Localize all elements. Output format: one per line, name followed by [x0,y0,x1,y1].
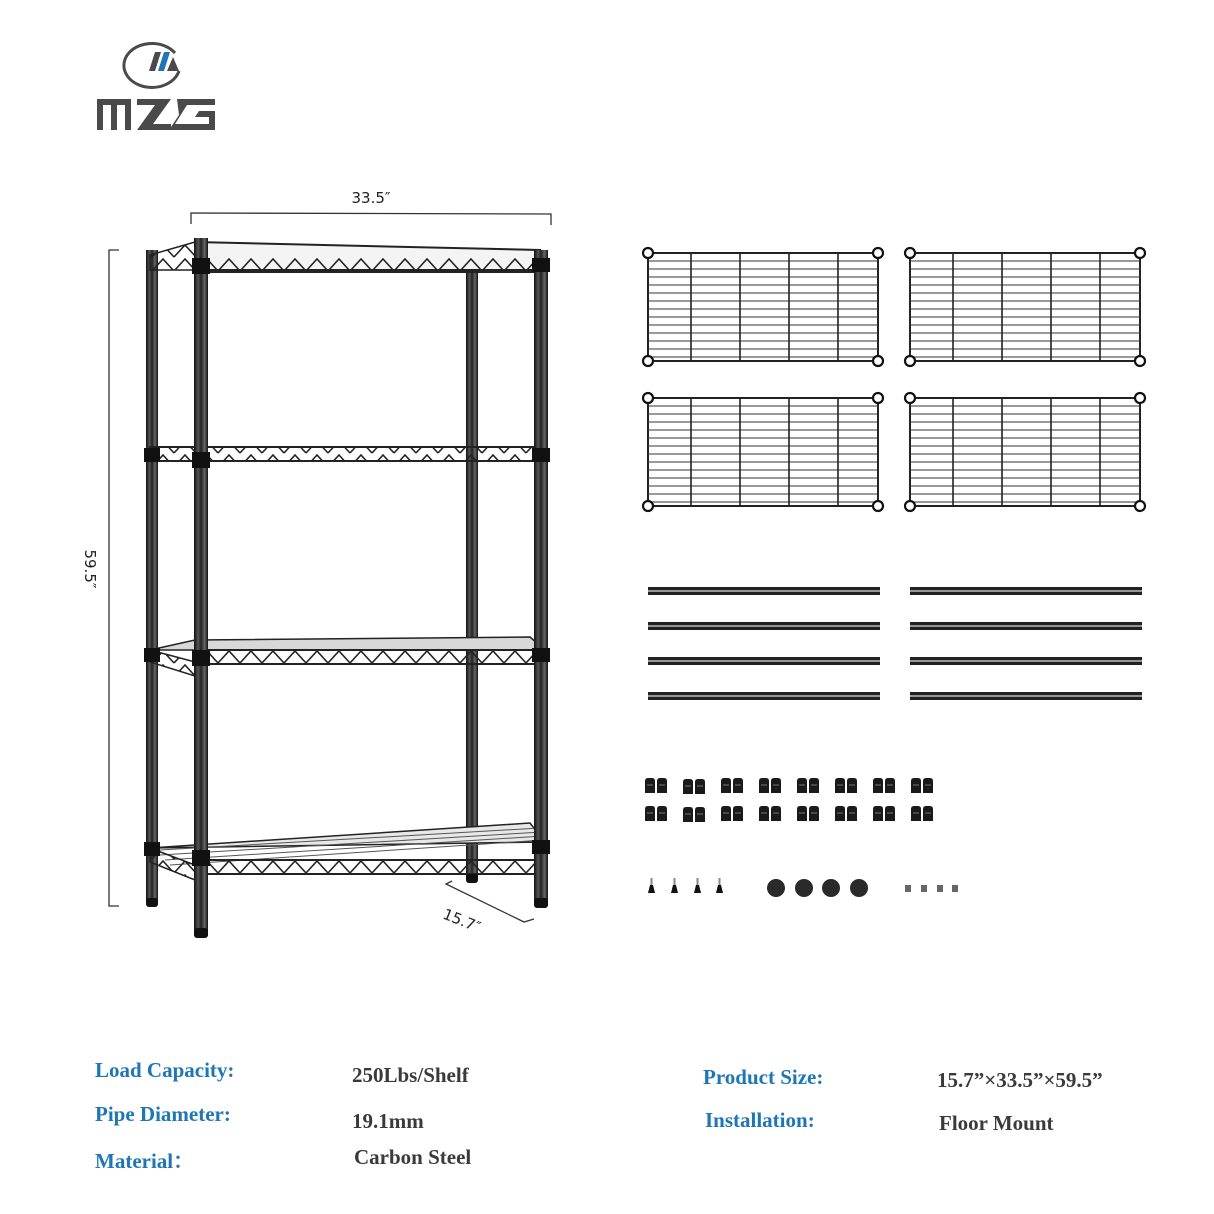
spec-label-load-capacity: Load Capacity: [95,1058,235,1082]
connector-icon [905,885,958,892]
parts-shelves [640,245,1160,515]
depth-label: 15.7″ [440,905,484,937]
end-cap-icon [767,879,868,897]
leveling-foot-icon [648,878,723,893]
spec-label-pipe-diameter: Pipe Diameter: [95,1102,231,1126]
spec-label-material: Material： [95,1149,195,1173]
width-dimension [190,185,552,225]
spec-value-installation: Floor Mount [939,1111,1054,1135]
width-bracket [190,211,552,225]
height-bracket [105,248,121,908]
spec-label-installation: Installation: [705,1108,815,1132]
shelving-unit-illustration [130,230,570,950]
spec-value-load-capacity: 250Lbs/Shelf [352,1063,469,1087]
spec-value-product-size: 15.7”×33.5”×59.5” [937,1068,1103,1092]
pole-icon [645,580,1145,705]
mzg-logo-icon [95,35,220,135]
height-label: 59.5″ [81,549,99,589]
parts-hardware [640,872,980,904]
parts-poles [645,580,1145,705]
brand-logo [95,35,220,135]
spec-value-material: Carbon Steel [354,1145,472,1169]
sleeve-clip-icon [643,775,943,825]
width-label: 33.5″ [351,189,391,207]
wire-shelf-panel-icon [640,245,1160,515]
hardware-icons [640,872,980,904]
spec-value-pipe-diameter: 19.1mm [352,1109,424,1133]
parts-sleeves [643,775,943,825]
spec-label-product-size: Product Size: [703,1065,824,1089]
